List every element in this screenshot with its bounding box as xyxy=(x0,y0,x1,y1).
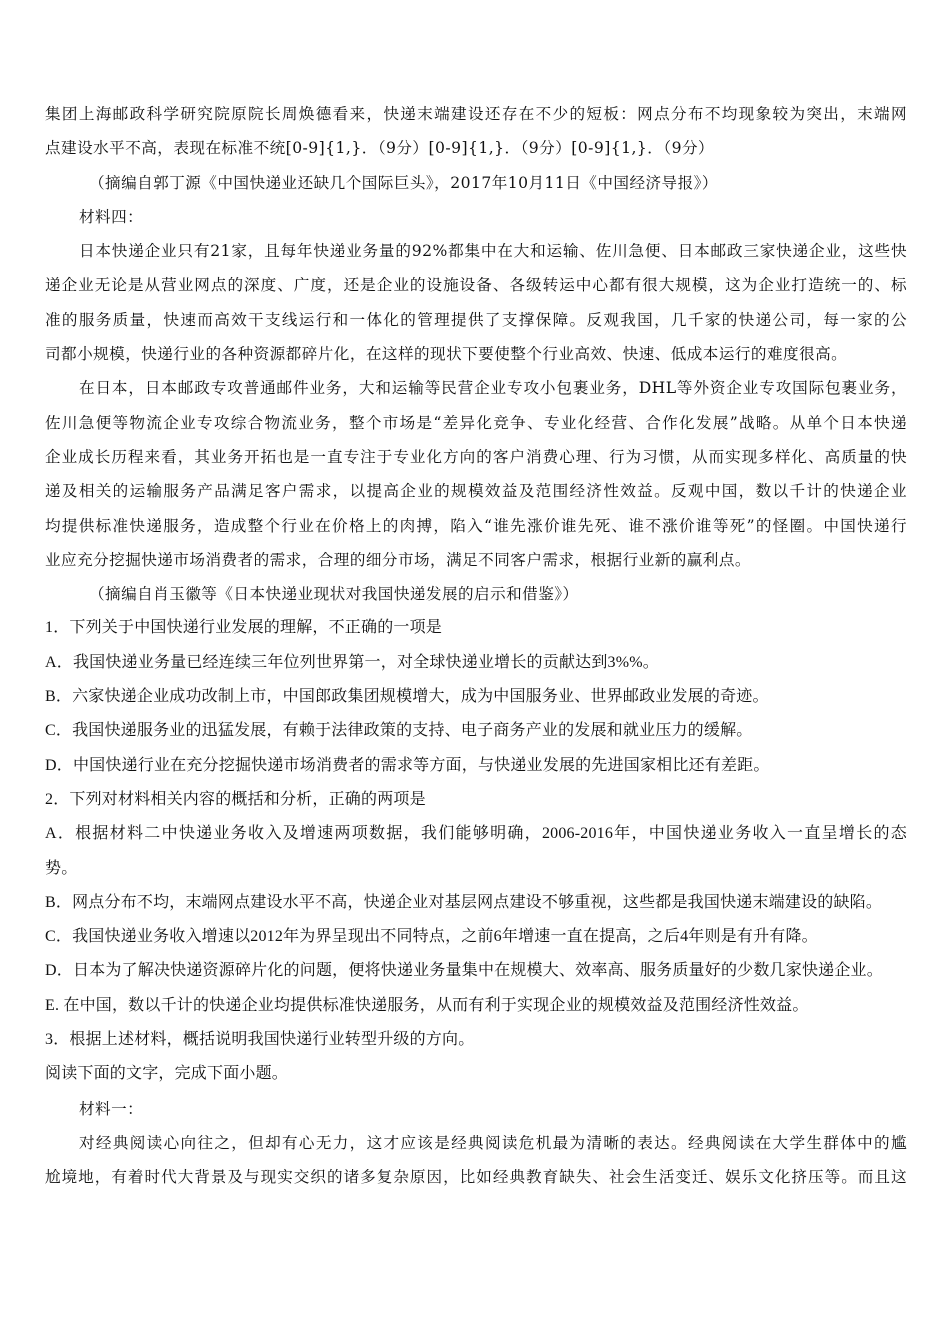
text-line: 材料四： xyxy=(79,207,144,226)
text-line: 佐川急便等物流企业专攻综合物流业务，整个市场是“差异化竞争、专业化经营、合作化发展”战略。从单个日本快递 xyxy=(45,413,907,432)
text-line: 1．下列关于中国快递行业发展的理解，不正确的一项是 xyxy=(45,619,443,637)
text-line: 2．下列对材料相关内容的概括和分析，正确的两项是 xyxy=(45,790,426,808)
text-line: 尬境地，有着时代大背景及与现实交织的诸多复杂原因，比如经典教育缺失、社会生活变迁、娱乐文化挤压等。而且这 xyxy=(45,1168,907,1187)
text-line: 3．根据上述材料，概括说明我国快递行业转型升级的方向。 xyxy=(45,1031,475,1049)
text-line: 递企业无论是从营业网点的深度、广度，还是企业的设施设备、各级转运中心都有很大规模，这为企业打造统一的、标 xyxy=(45,276,907,295)
text-line: 司都小规模，快递行业的各种资源都碎片化，在这样的现状下要使整个行业高效、快速、低成本运行的难度很高。 xyxy=(45,345,848,364)
text-line: C．我国快递服务业的迅猛发展，有赖于法律政策的支持、电子商务产业的发展和就业压力的缓解。 xyxy=(45,722,753,740)
text-line: 准的服务质量，快速而高效干支线运行和一体化的管理提供了支撑保障。反观我国，几千家的快递公司，每一家的公 xyxy=(45,310,907,329)
text-line: 材料一： xyxy=(79,1099,144,1118)
text-line: D．日本为了解决快递资源碎片化的问题，便将快递业务量集中在规模大、效率高、服务质量好的少数几家快递企业。 xyxy=(45,962,883,980)
text-line: A．根据材料二中快递业务收入及增速两项数据，我们能够明确，2006-2016年，中国快递业务收入一直呈增长的态 xyxy=(45,825,907,843)
text-line: 递及相关的运输服务产品满足客户需求，以提高企业的规模效益及范围经济性效益。反观中国，数以千计的快递企业 xyxy=(45,482,907,501)
text-line: 在日本，日本邮政专攻普通邮件业务，大和运输等民营企业专攻小包裹业务，DHL等外资企业专攻国际包裹业务， xyxy=(79,379,907,398)
text-line: A．我国快递业务量已经连续三年位列世界第一，对全球快递业增长的贡献达到3%%。 xyxy=(45,653,660,671)
text-line: 集团上海邮政科学研究院原院长周焕德看来，快递末端建设还存在不少的短板：网点分布不均现象较为突出，末端网 xyxy=(45,105,907,123)
text-line: （摘编自肖玉徽等《日本快递业现状对我国快递发展的启示和借鉴》） xyxy=(89,585,579,604)
text-line: 势。 xyxy=(45,859,78,877)
text-line: 对经典阅读心向往之，但却有心无力，这才应该是经典阅读危机最为清晰的表达。经典阅读在大学生群体中的尴 xyxy=(79,1133,907,1152)
text-line: 企业成长历程来看，其业务开拓也是一直专注于专业化方向的客户消费心理、行为习惯，从而实现多样化、高质量的快 xyxy=(45,447,907,466)
document-body xyxy=(45,97,907,1195)
text-line: E. 在中国，数以千计的快递企业均提供标准快递服务，从而有利于实现企业的规模效益及范围经济性效益。 xyxy=(45,996,809,1014)
text-line: （摘编自郭丁源《中国快递业还缺几个国际巨头》，2017年10月11日《中国经济导报》） xyxy=(89,173,718,192)
text-line: D．中国快递行业在充分挖掘快递市场消费者的需求等方面，与快递业发展的先进国家相比还有差距。 xyxy=(45,756,770,774)
text-line: 均提供标准快递服务，造成整个行业在价格上的肉搏，陷入“谁先涨价谁先死、谁不涨价谁等死”的怪圈。中国快递行 xyxy=(45,516,907,535)
text-line: 日本快递企业只有21家，且每年快递业务量的92%都集中在大和运输、佐川急便、日本邮政三家快递企业，这些快 xyxy=(79,242,907,261)
text-line: C．我国快递业务收入增速以2012年为界呈现出不同特点，之前6年增速一直在提高，之后4年则是有升有降。 xyxy=(45,928,818,946)
text-line: 业应充分挖掘快递市场消费者的需求，合理的细分市场，满足不同客户需求，根据行业新的赢利点。 xyxy=(45,550,751,569)
text-line: B．网点分布不均，末端网点建设水平不高，快递企业对基层网点建设不够重视，这些都是我国快递末端建设的缺陷。 xyxy=(45,893,883,911)
text-line: B．六家快递企业成功改制上市，中国郎政集团规模增大，成为中国服务业、世界邮政业发展的奇迹。 xyxy=(45,688,769,706)
text-line: 阅读下面的文字，完成下面小题。 xyxy=(45,1065,289,1083)
text-line: 点建设水平不高，表现在标准不统[0-9]{1,}．（9分）[0-9]{1,}．（9分）[0-9]{1,}．（9分） xyxy=(45,139,715,158)
